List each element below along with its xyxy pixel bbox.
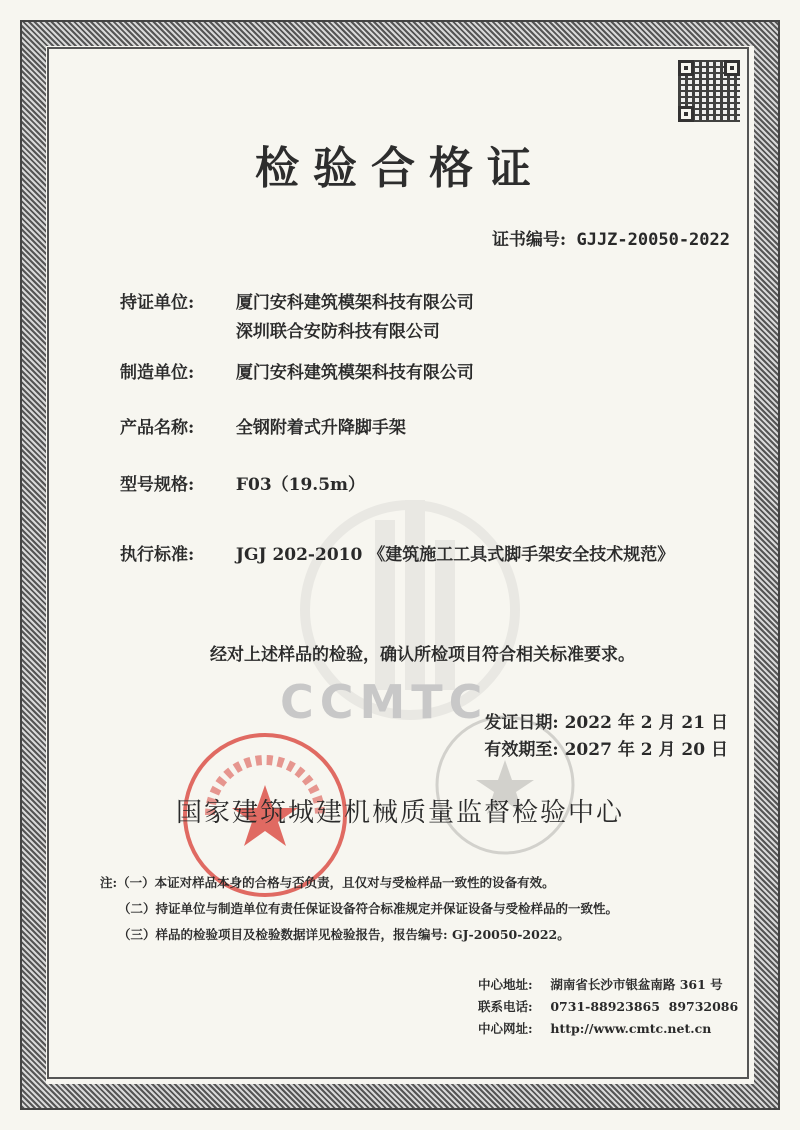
notes-section [100,870,618,948]
field-value: 全钢附着式升降脚手架 [235,418,406,438]
contact-info [478,974,738,1040]
field-product-name [120,413,406,438]
valid-until-label: 有效期至: [484,740,559,760]
issue-date: 2022 年 2 月 21 日 [564,713,728,733]
field-label: 制造单位: [120,363,195,383]
field-label: 执行标准: [120,545,195,565]
certificate-number [492,225,730,250]
field-holder [120,288,474,342]
valid-until: 2027 年 2 月 20 日 [564,740,728,760]
field-standard [120,540,674,565]
qr-code-icon [678,60,740,122]
issue-date-label: 发证日期: [484,713,559,733]
certificate-number-value: GJJZ-20050-2022 [576,230,730,250]
inspection-conclusion: 经对上述样品的检验，确认所检项目符合相关标准要求。 [210,645,635,665]
field-label: 产品名称: [120,418,195,438]
note-item: （三）样品的检验项目及检验数据详见检验报告，报告编号: GJ-20050-2022。 [118,927,570,942]
phone-label: 联系电话: [478,999,533,1014]
field-value: 厦门安科建筑模架科技有限公司 [235,293,474,313]
issuing-authority: 国家建筑城建机械质量监督检验中心 [175,798,624,828]
note-item: 注:（一）本证对样品本身的合格与否负责，且仅对与受检样品一致性的设备有效。 [100,875,555,890]
certificate-body [50,50,750,1080]
field-value: 厦门安科建筑模架科技有限公司 [235,363,474,383]
faded-stamp-icon [430,710,580,860]
field-value: JGJ 202-2010 《建筑施工工具式脚手架安全技术规范》 [235,545,675,565]
field-value: 深圳联合安防科技有限公司 [235,322,440,342]
field-manufacturer [120,358,474,383]
certificate-number-label: 证书编号: [491,230,567,250]
field-model [120,470,365,495]
website: http://www.cmtc.net.cn [550,1021,712,1036]
website-label: 中心网址: [478,1021,533,1036]
watermark-text: CCMTC [280,675,489,729]
field-value: F03（19.5m） [235,475,366,495]
phone: 0731-88923865 89732086 [550,999,739,1014]
address: 湖南省长沙市银盆南路 361 号 [550,977,723,992]
certificate-title: 检验合格证 [255,143,545,194]
field-label: 型号规格: [120,475,195,495]
note-item: （二）持证单位与制造单位有责任保证设备符合标准规定并保证设备与受检样品的一致性。 [118,901,619,916]
address-label: 中心地址: [478,977,533,992]
field-label: 持证单位: [120,293,195,313]
